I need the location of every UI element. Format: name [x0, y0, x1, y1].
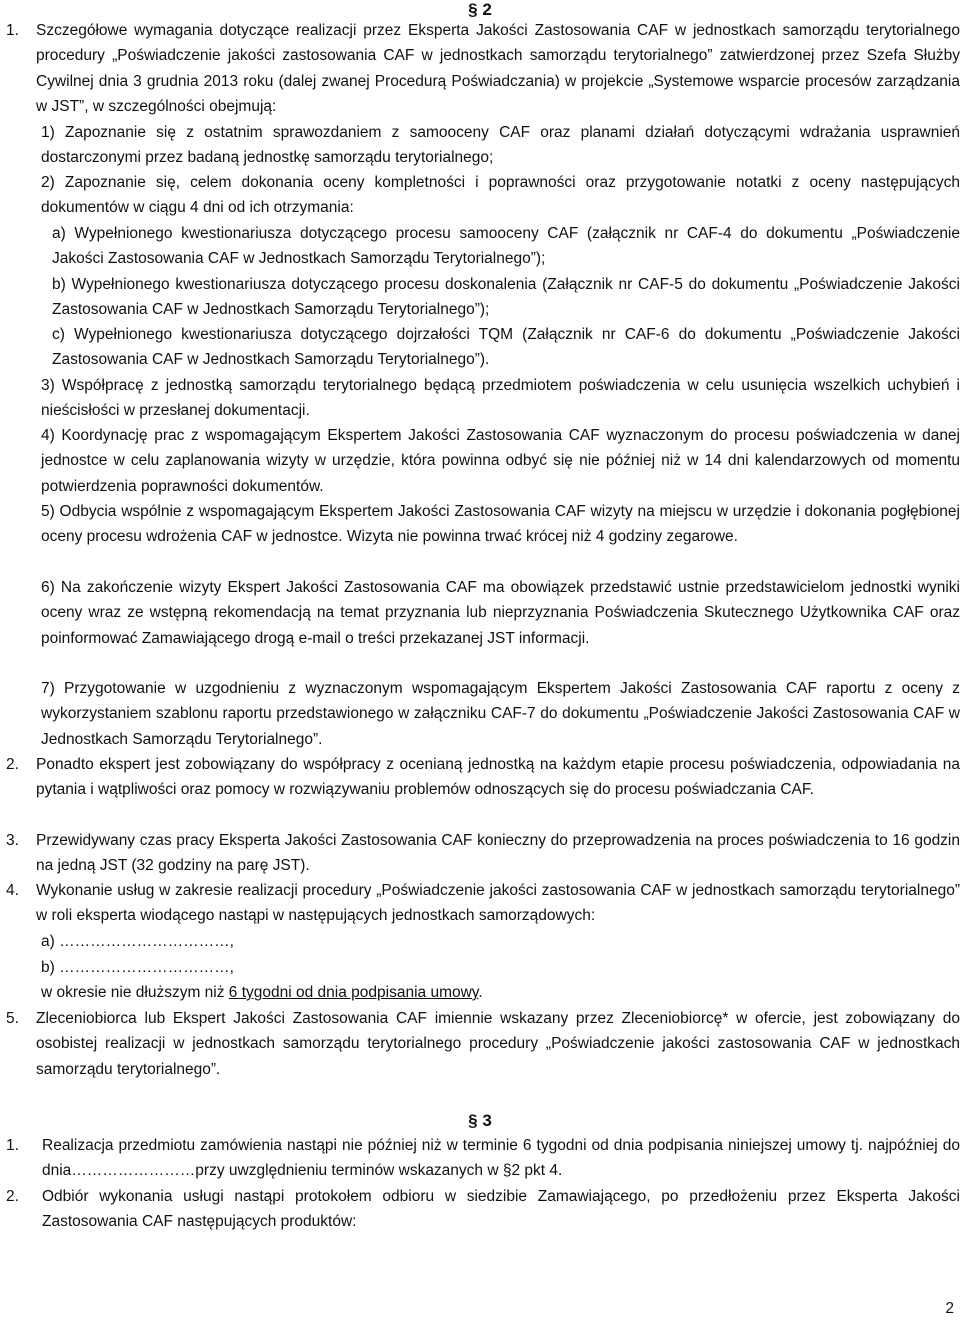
s2-item-5: 5) Odbycia wspólnie z wspomagającym Ekspertem Jakości Zastosowania CAF wizyty na miejscu w urzędzie i dokonania pogłębionej oceny procesu wdrożenia CAF w jednostce. Wizyta nie powinna trwać krócej niż 4 godziny zegarowe. — [41, 503, 960, 546]
s2-item-4: 4) Koordynację prac z wspomagającym Ekspertem Jakości Zastosowania CAF wyznaczonym do procesu poświadczenia w danej jednostce w celu zaplanowania wizyty w urzędzie, która powinna odbyć się nie później niż w 14 dni kalendarzowych od momentu potwierdzenia poprawności dokumentów. — [41, 427, 960, 495]
s2-item-6: 6) Na zakończenie wizyty Ekspert Jakości Zastosowania CAF ma obowiązek przedstawić ustnie przedstawicielom jednostki wyniki oceny wraz ze wstępną rekomendacją na temat przyznania lub nieprzyznania Poświadczenia Skutecznego Użytkownika CAF oraz poinformować Zamawiającego drogą e-mail o treści przekazanej JST informacji. — [41, 579, 960, 647]
s2-item-7: 7) Przygotowanie w uzgodnieniu z wyznaczonym wspomagającym Ekspertem Jakości Zastosowania CAF raportu z oceny z wykorzystaniem szablonu raportu przedstawionego w załączniku CAF-7 do dokumentu „Poświadczenie Jakości Zastosowania CAF w Jednostkach Samorządu Terytorialnego”. — [41, 680, 960, 748]
s2-point-1-text: Szczegółowe wymagania dotyczące realizacji przez Eksperta Jakości Zastosowania CAF w jednostkach samorządu terytorialnego procedury „Poświadczenie jakości zastosowania CAF w jednostkach samorządu terytorialnego” zatwierdzonej przez Szefa Służby Cywilnej dnia 3 grudnia 2013 roku (dalej zwanej Procedurą Poświadczania) w projekcie „Systemowe wsparcie procesów zarządzania w JST”, w szczególności obejmują: — [36, 22, 960, 115]
s2-point-3-text: Przewidywany czas pracy Eksperta Jakości Zastosowania CAF konieczny do przeprowadzenia na proces poświadczenia to 16 godzin na jedną JST (32 godziny na parę JST). — [36, 832, 960, 875]
s2-point-1 — [6, 18, 960, 119]
s2-point-4-term — [41, 980, 960, 1005]
s2-item-2c: c) Wypełnionego kwestionariusza dotyczącego dojrzałości TQM (Załącznik nr CAF-6 do dokumentu „Poświadczenie Jakości Zastosowania CAF w Jednostkach Samorządu Terytorialnego”). — [52, 326, 960, 369]
s2-point-1-number: 1. — [6, 22, 19, 39]
s2-item-3: 3) Współpracę z jednostką samorządu terytorialnego będącą przedmiotem poświadczenia w celu usunięcia wszelkich uchybień i nieścisłości w przesłanej dokumentacji. — [41, 377, 960, 420]
s2-point-3 — [6, 828, 960, 879]
s3-point-1 — [6, 1133, 960, 1184]
term-prefix: w okresie nie dłuższym niż — [41, 984, 229, 1001]
term-suffix: . — [478, 984, 483, 1001]
s2-item-2: 2) Zapoznanie się, celem dokonania oceny kompletności i poprawności oraz przygotowanie notatki z oceny następujących dokumentów w ciągu 4 dni od ich otrzymania: — [41, 174, 960, 217]
s3-point-2 — [6, 1184, 960, 1235]
s2-point-5-text: Zleceniobiorca lub Ekspert Jakości Zastosowania CAF imiennie wskazany przez Zleceniobiorcę* w ofercie, jest zobowiązany do osobistej realizacji w jednostkach samorządu terytorialnego procedury „Poświadczenie jakości zastosowania CAF w jednostkach samorządu terytorialnego”. — [36, 1010, 960, 1078]
s2-point-4-unit-b: b) ……………………………, — [41, 959, 234, 976]
s2-point-3-number: 3. — [6, 832, 19, 849]
s2-point-4-unit-a: a) ……………………………, — [41, 933, 234, 950]
s3-point-2-number: 2. — [6, 1188, 19, 1205]
s2-item-1: 1) Zapoznanie się z ostatnim sprawozdaniem z samooceny CAF oraz planami działań dotyczącymi wdrażania usprawnień dostarczonymi przez badaną jednostkę samorządu terytorialnego; — [41, 124, 960, 167]
page-number: 2 — [945, 1300, 954, 1317]
s2-point-4-text: Wykonanie usług w zakresie realizacji procedury „Poświadczenie jakości zastosowania CAF w jednostkach samorządu terytorialnego” w roli eksperta wiodącego nastąpi w następujących jednostkach samorządowych: — [36, 882, 960, 925]
s2-point-5 — [6, 1006, 960, 1082]
s3-point-1-text: Realizacja przedmiotu zamówienia nastąpi nie później niż w terminie 6 tygodni od dnia podpisania niniejszej umowy tj. najpóźniej do dnia……………………przy uwzględnieniu terminów wskazanych w §2 pkt 4. — [42, 1137, 960, 1180]
s3-point-1-number: 1. — [6, 1137, 19, 1154]
s2-point-5-number: 5. — [6, 1010, 19, 1027]
s2-point-4 — [6, 878, 960, 929]
term-deadline: 6 tygodni od dnia podpisania umowy — [228, 984, 479, 1001]
section-3-heading: § 3 — [468, 1111, 492, 1130]
section-2-heading: § 2 — [468, 0, 492, 19]
s2-point-2-number: 2. — [6, 756, 19, 773]
s2-item-2b: b) Wypełnionego kwestionariusza dotyczącego procesu doskonalenia (Załącznik nr CAF-5 do dokumentu „Poświadczenie Jakości Zastosowania CAF w Jednostkach Samorządu Terytorialnego”); — [52, 276, 960, 319]
s2-point-2-text: Ponadto ekspert jest zobowiązany do współpracy z ocenianą jednostką na każdym etapie procesu poświadczenia, odpowiadania na pytania i wątpliwości oraz pomocy w rozwiązywaniu problemów odnoszących się do procesu poświadczania CAF. — [36, 756, 960, 799]
s2-point-2 — [6, 752, 960, 803]
s2-point-4-number: 4. — [6, 882, 19, 899]
s3-point-2-text: Odbiór wykonania usługi nastąpi protokołem odbioru w siedzibie Zamawiającego, po przedłożeniu przez Eksperta Jakości Zastosowania CAF następujących produktów: — [42, 1188, 960, 1231]
s2-item-2a: a) Wypełnionego kwestionariusza dotyczącego procesu samooceny CAF (załącznik nr CAF-4 do dokumentu „Poświadczenie Jakości Zastosowania CAF w Jednostkach Samorządu Terytorialnego”); — [52, 225, 960, 268]
